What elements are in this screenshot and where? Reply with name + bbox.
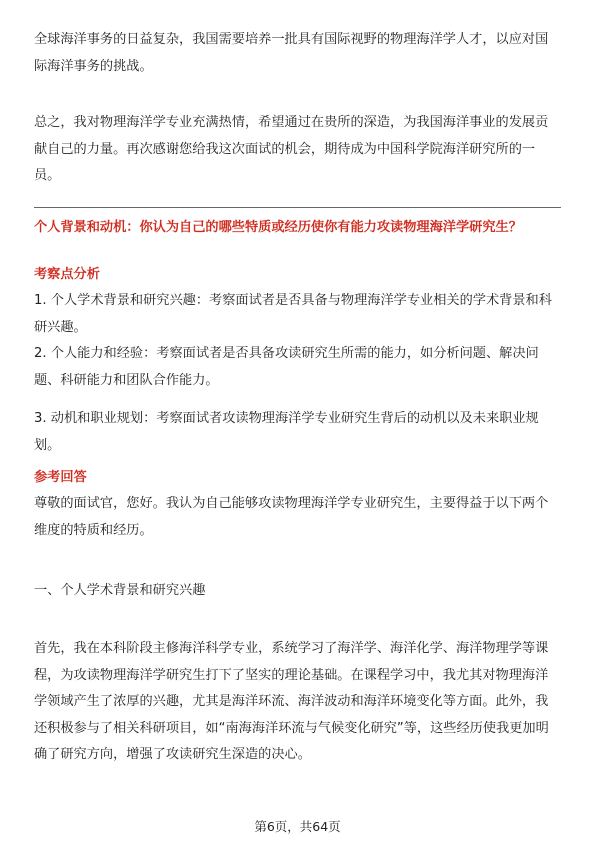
answer-heading: 参考回答 — [34, 470, 87, 485]
analysis-item-1: 1. 个人学术背景和研究兴趣：考察面试者是否具备与物理海洋学专业相关的学术背景和科研兴趣。 — [34, 293, 552, 335]
analysis-heading: 考察点分析 — [34, 267, 100, 282]
question-heading: 个人背景和动机：你认为自己的哪些特质或经历使你有能力攻读物理海洋学研究生？ — [34, 220, 522, 235]
section-divider — [34, 207, 561, 208]
intro-paragraph-2: 总之，我对物理海洋学专业充满热情，希望通过在贵所的深造，为我国海洋事业的发展贡献自己的力量。再次感谢您给我这次面试的机会，期待成为中国科学院海洋研究所的一员。 — [34, 115, 549, 183]
analysis-item-2: 2. 个人能力和经验：考察面试者是否具备攻读研究生所需的能力，如分析问题、解决问题、科研能力和团队合作能力。 — [34, 346, 539, 388]
page-number: 第6页，共64页 — [254, 819, 341, 834]
answer-opening: 尊敬的面试官，您好。我认为自己能够攻读物理海洋学专业研究生，主要得益于以下两个维度的特质和经历。 — [34, 496, 549, 538]
intro-paragraph-1: 全球海洋事务的日益复杂，我国需要培养一批具有国际视野的物理海洋学人才，以应对国际海洋事务的挑战。 — [34, 32, 549, 74]
analysis-item-3: 3. 动机和职业规划：考察面试者攻读物理海洋学专业研究生背后的动机以及未来职业规划。 — [34, 411, 539, 453]
answer-section-1-body: 首先，我在本科阶段主修海洋科学专业，系统学习了海洋学、海洋化学、海洋物理学等课程，为攻读物理海洋学研究生打下了坚实的理论基础。在课程学习中，我尤其对物理海洋学领域产生了浓厚的兴趣，尤其是海洋环流、海洋波动和海洋环境变化等方面。此外，我还积极参与了相关科研项目，如“南海海洋环流与气候变化研究”等，这些经历使我更加明确了研究方向，增强了攻读研究生深造的决心。 — [34, 641, 549, 762]
answer-section-1-title: 一、个人学术背景和研究兴趣 — [34, 583, 206, 598]
